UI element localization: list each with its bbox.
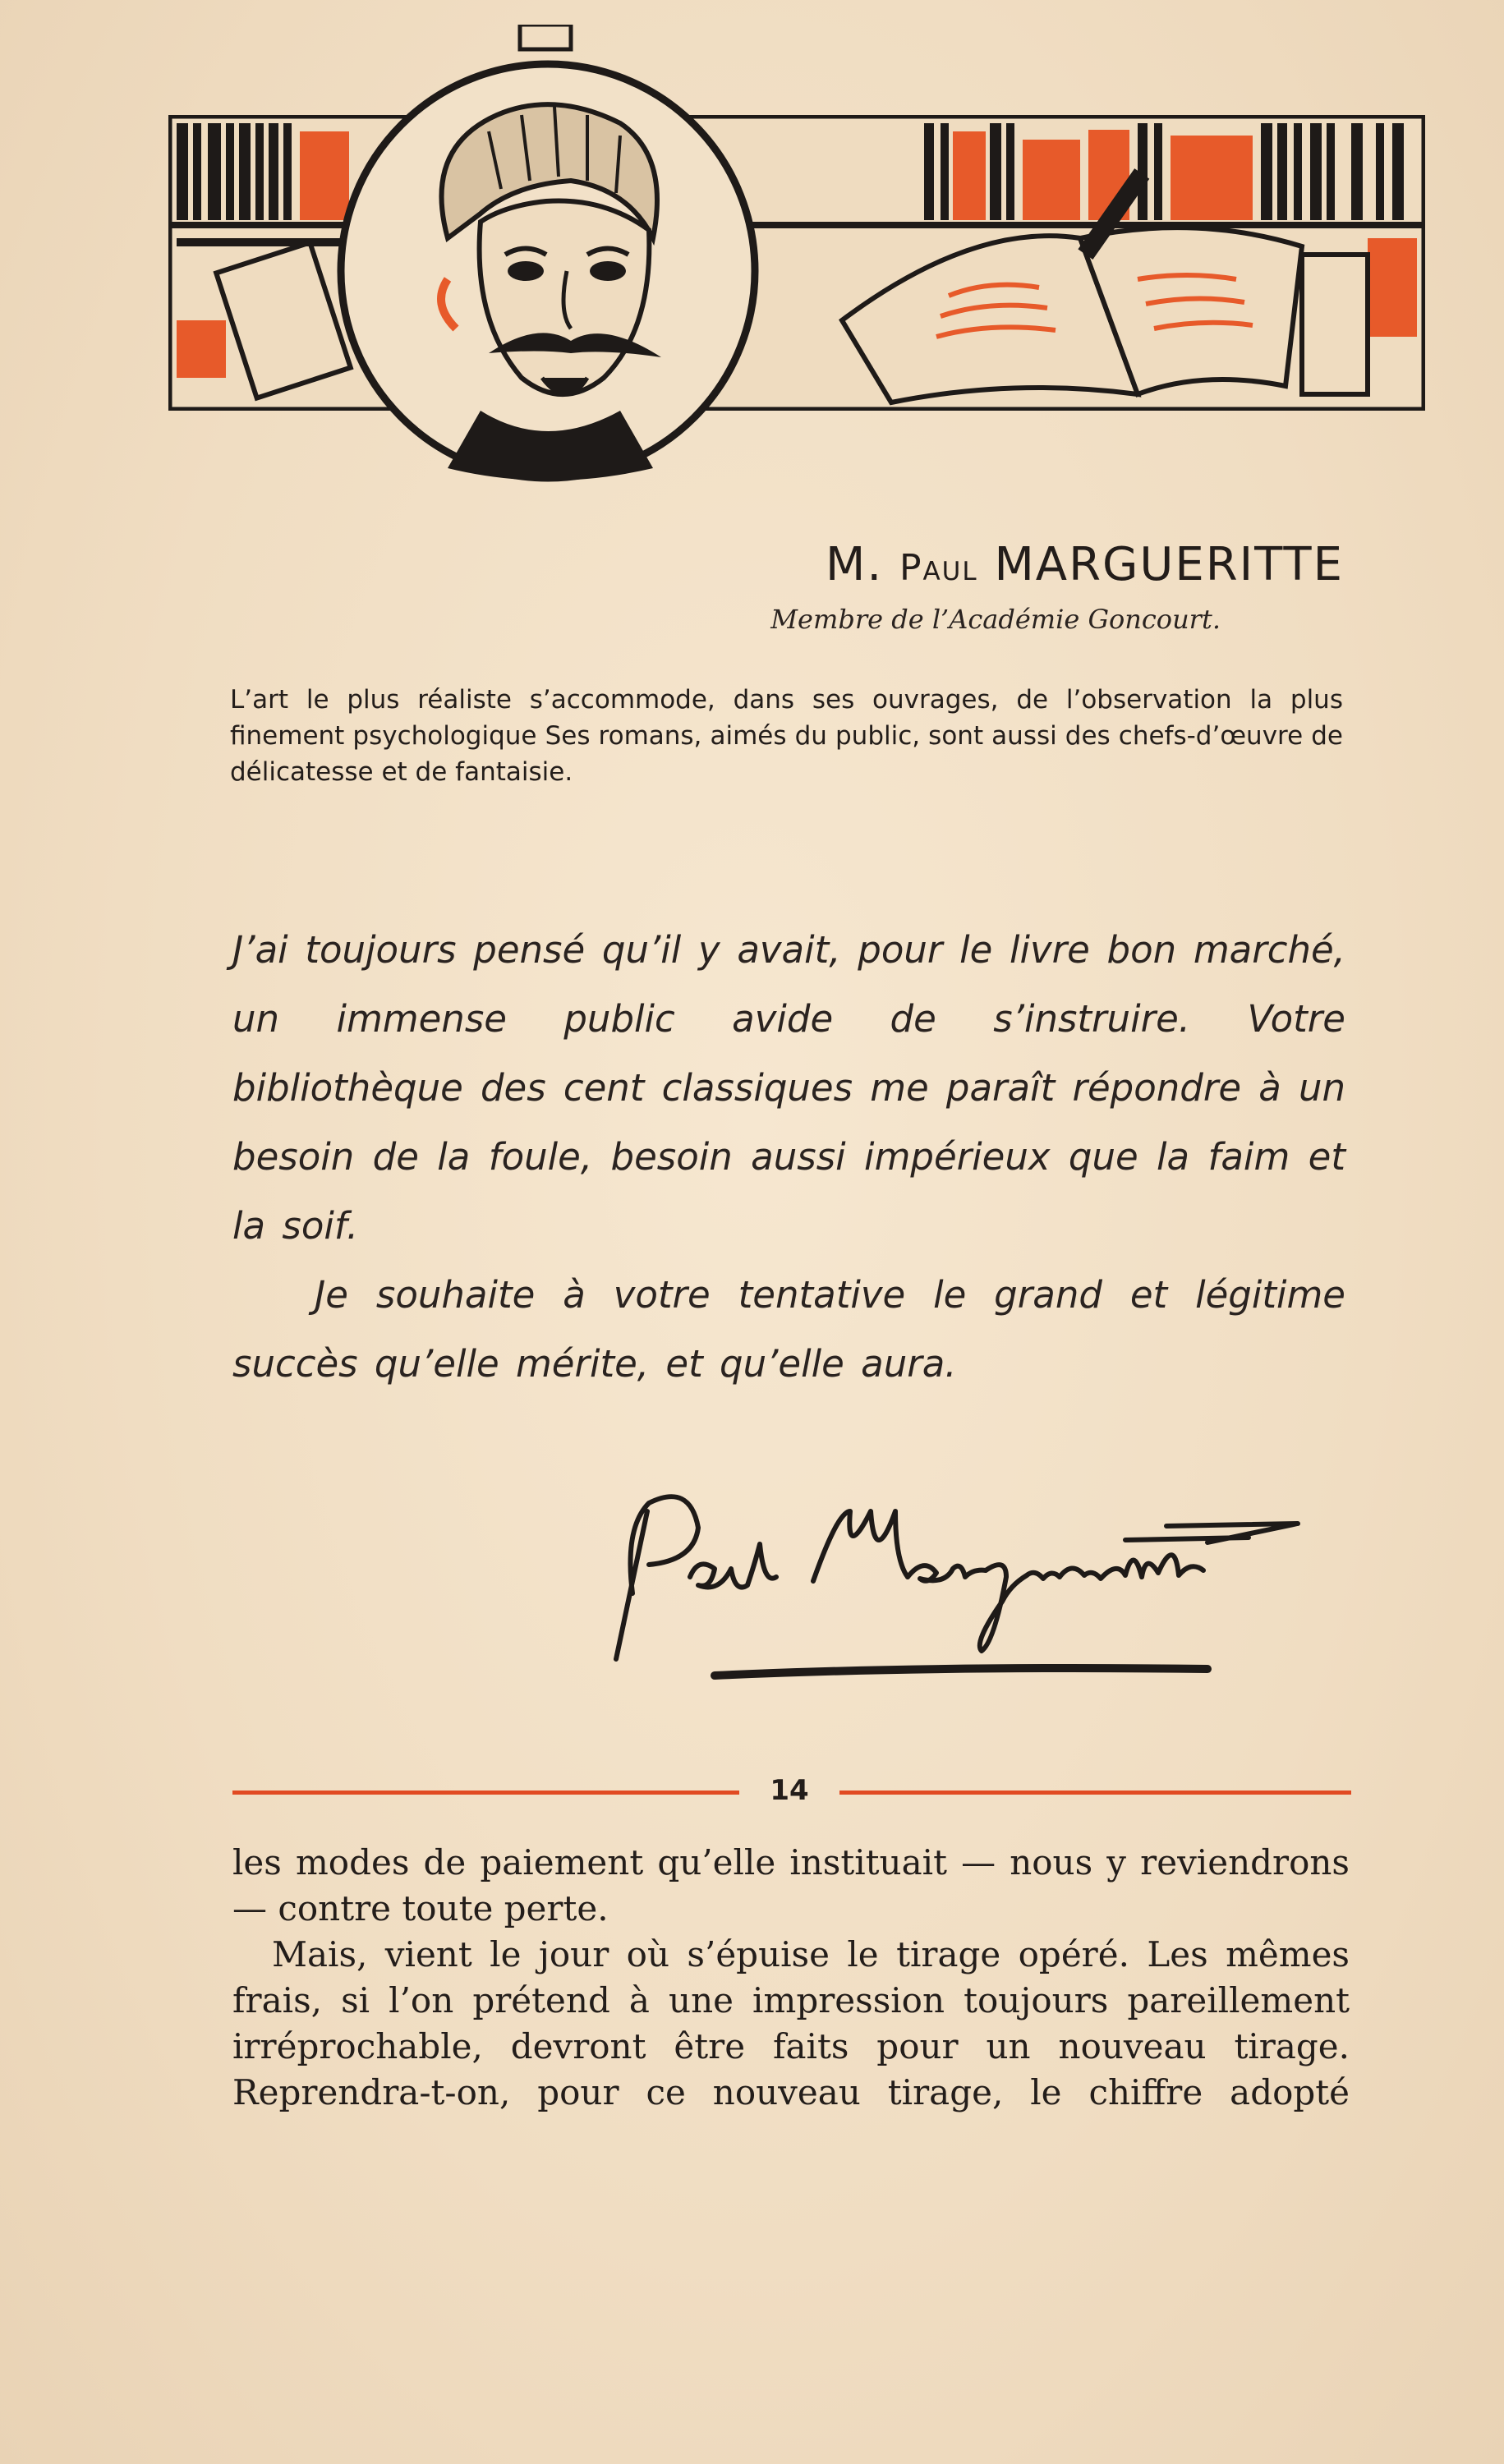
membership-line: Membre de l’Académie Goncourt. bbox=[770, 604, 1221, 635]
body-paragraph-2: Mais, vient le jour où s’épuise le tirage opéré. Les mêmes frais, si l’on prétend à une impression toujours pareillement irréprochable, devront être faits pour un nouveau tirage. Reprendra-t-on, pour ce nouveau tirage, le chiffre adopté bbox=[232, 1934, 1350, 2112]
name-prefix: M. bbox=[826, 538, 884, 591]
name-last: MARGUERITTE bbox=[994, 538, 1344, 591]
page-number: 14 bbox=[770, 1774, 809, 1807]
intro-paragraph: L’art le plus réaliste s’accommode, dans ses ouvrages, de l’observation la plus finement psychologique Ses romans, aimés du public, sont aussi des chefs-d’œuvre de délicatesse et de fantaisie. bbox=[230, 685, 1343, 787]
author-name-heading bbox=[826, 538, 1344, 591]
portrait-medallion bbox=[324, 25, 772, 493]
red-rule-left bbox=[232, 1791, 739, 1795]
body-text bbox=[232, 1840, 1350, 2116]
name-first: Paul bbox=[899, 547, 978, 589]
quote-paragraph-1: J’ai toujours pensé qu’il y avait, pour le livre bon marché, un immense public avide de s’instruire. Votre bibliothèque des cent classiques me paraît répondre à un besoin de la foule, besoin aussi impérieux que la faim et la soif. bbox=[232, 928, 1345, 1248]
body-paragraph-1: les modes de paiement qu’elle instituait — nous y reviendrons — contre toute perte. bbox=[232, 1842, 1350, 1928]
handwritten-signature bbox=[600, 1478, 1339, 1708]
red-rule-right bbox=[839, 1791, 1351, 1795]
quote-paragraph-2: Je souhaite à votre tentative le grand et légitime succès qu’elle mérite, et qu’elle aura. bbox=[232, 1273, 1345, 1386]
testimonial-quote bbox=[232, 916, 1345, 1399]
